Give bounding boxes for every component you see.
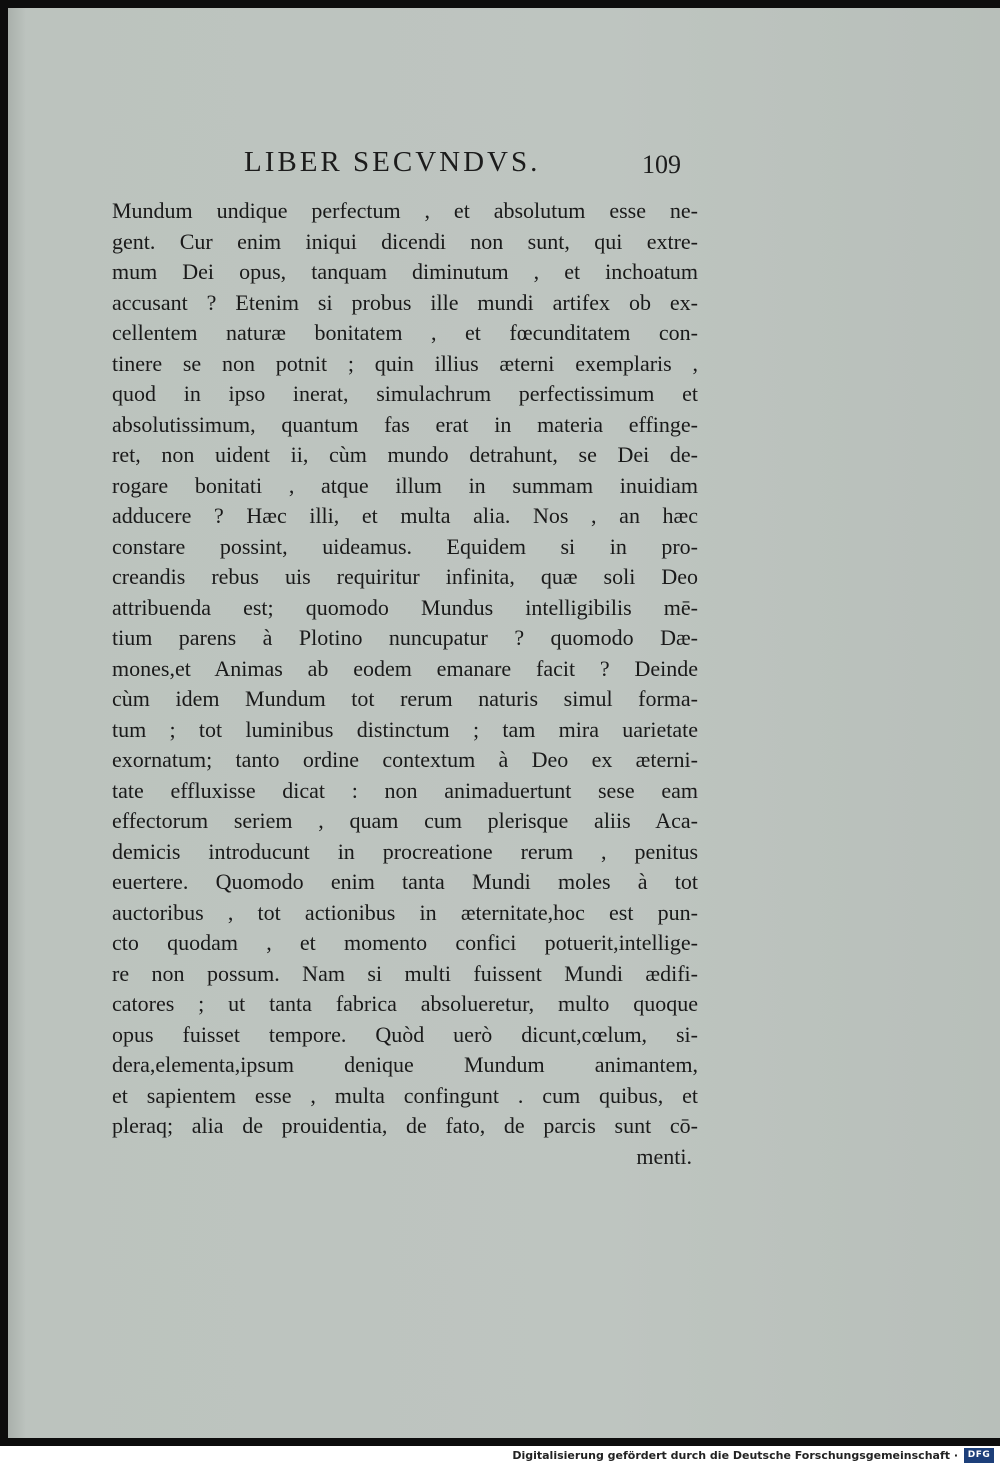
text-line: tium parens à Plotino nuncupatur ? quomodo Dæ- <box>112 625 698 650</box>
text-line: ret, non uident ii, cùm mundo detrahunt, se Dei de- <box>112 442 698 467</box>
funding-credit: Digitalisierung gefördert durch die Deutsche Forschungsgemeinschaft · <box>512 1449 958 1462</box>
text-line: exornatum; tanto ordine contextum à Deo ex æterni- <box>112 747 698 772</box>
text-line: pleraq; alia de prouidentia, de fato, de parcis sunt cō- <box>112 1113 698 1138</box>
text-line: cto quodam , et momento confici potuerit,intellige- <box>112 930 698 955</box>
text-line: mum Dei opus, tanquam diminutum , et inchoatum <box>112 259 698 284</box>
text-line: gent. Cur enim iniqui dicendi non sunt, qui extre- <box>112 228 698 254</box>
catchword: menti. <box>636 1143 692 1169</box>
text-line: cùm idem Mundum tot rerum naturis simul forma- <box>112 686 698 711</box>
digitization-footer <box>0 1446 1000 1467</box>
text-line: re non possum. Nam si multi fuissent Mundi ædifi- <box>112 960 698 986</box>
text-line: constare possint, uideamus. Equidem si in pro- <box>112 533 698 559</box>
text-line: demicis introducunt in procreatione rerum , penitus <box>112 838 698 864</box>
text-line: auctoribus , tot actionibus in æternitate,hoc est pun- <box>112 899 698 925</box>
text-line: effectorum seriem , quam cum plerisque aliis Aca- <box>112 808 698 833</box>
text-line: creandis rebus uis requiritur infinita, quæ soli Deo <box>112 564 698 589</box>
text-line: attribuenda est; quomodo Mundus intelligibilis mē- <box>112 594 698 620</box>
text-line: adducere ? Hæc illi, et multa alia. Nos , an hæc <box>112 503 698 528</box>
text-line: tate effluxisse dicat : non animaduertunt sese eam <box>112 777 698 803</box>
book-page <box>8 8 1000 1438</box>
text-line: et sapientem esse , multa confingunt . cum quibus, et <box>112 1082 698 1108</box>
body-text <box>112 196 698 1172</box>
text-line: quod in ipso inerat, simulachrum perfectissimum et <box>112 381 698 406</box>
text-line: rogare bonitati , atque illum in summam inuidiam <box>112 472 698 498</box>
dfg-logo: DFG <box>964 1448 994 1463</box>
text-line: euertere. Quomodo enim tanta Mundi moles à tot <box>112 869 698 894</box>
text-line: dera,elementa,ipsum denique Mundum animantem, <box>112 1052 698 1077</box>
text-line: mones,et Animas ab eodem emanare facit ? Deinde <box>112 655 698 681</box>
page-number: 109 <box>642 150 681 179</box>
running-head: LIBER SECVNDVS. <box>244 146 541 178</box>
page-header <box>8 146 1000 186</box>
text-line: tinere se non potnit ; quin illius æterni exemplaris , <box>112 350 698 376</box>
text-line: accusant ? Etenim si probus ille mundi artifex ob ex- <box>112 289 698 315</box>
text-line: catores ; ut tanta fabrica absolueretur, multo quoque <box>112 991 698 1016</box>
text-line: tum ; tot luminibus distinctum ; tam mira uarietate <box>112 716 698 742</box>
text-line: Mundum undique perfectum , et absolutum esse ne- <box>112 198 698 223</box>
text-line: absolutissimum, quantum fas erat in materia effinge- <box>112 411 698 437</box>
text-line: opus fuisset tempore. Quòd uerò dicunt,cœlum, si- <box>112 1021 698 1047</box>
text-line: cellentem naturæ bonitatem , et fœcunditatem con- <box>112 320 698 345</box>
